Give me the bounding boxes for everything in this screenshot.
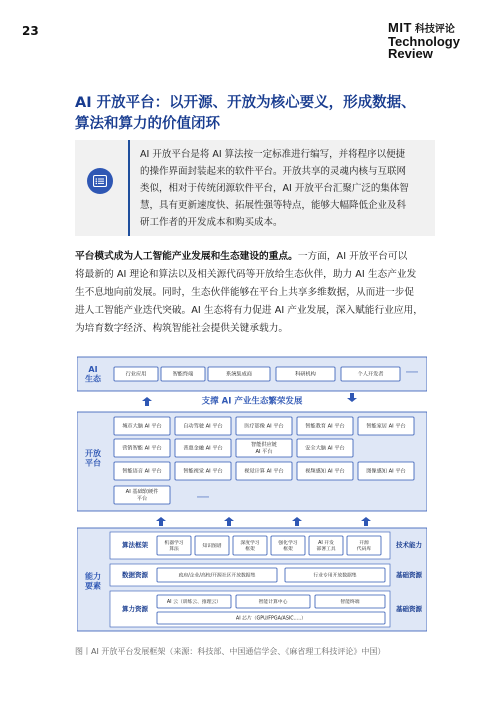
- open-platform-item-label: 平台: [136, 495, 148, 502]
- open-platform-more: ……: [197, 492, 209, 500]
- eco-item-label: 智能终端: [172, 371, 194, 378]
- callout-line: 类似，相对于传统闭源软件平台，AI 开放平台汇聚广泛的集体智: [140, 183, 409, 194]
- algo-item-label: 部署工具: [316, 547, 336, 553]
- algo-item-label: 代码库: [356, 547, 372, 553]
- open-platform-item-label: 智能视觉 AI 平台: [183, 468, 223, 475]
- eco-item-label: 个人开发者: [357, 371, 384, 378]
- capability-up-arrow: [292, 517, 302, 526]
- open-platform-item-label: 视觉计算 AI 平台: [244, 468, 284, 475]
- compute-label: 算力资源: [122, 605, 148, 613]
- support-right-arrow: [347, 393, 357, 402]
- body-line: 生不息地向前发展。同时，生态伙伴能够在平台上共享多维数据，从而进一步促: [75, 287, 415, 298]
- figure-caption: 图丨AI 开放平台发展框架（来源：科技部、中国通信学会、《麻省理工科技评论》中国）: [75, 647, 386, 656]
- open-platform-item-label: 智能教育 AI 平台: [305, 423, 345, 430]
- framework-diagram-svg: [77, 355, 427, 637]
- section-title: [75, 93, 435, 135]
- algo-item-label: 深度学习: [240, 540, 260, 546]
- logo-line2: Review: [388, 46, 433, 61]
- algo-right-label: 技术能力: [396, 541, 422, 549]
- logo-mit-cn: 科技评论: [414, 24, 455, 35]
- ai-open-platform-framework-diagram: [77, 355, 427, 637]
- callout-line: AI 开放平台是将 AI 算法按一定标准进行编写，并将程序以便捷: [140, 149, 406, 160]
- open-platform-item-label: 普惠金融 AI 平台: [183, 445, 223, 452]
- callout-line: 慧，具有更新速度快、拓展性强等特点，能够大幅降低企业及科: [140, 200, 407, 211]
- open-platform-label: 开放: [85, 448, 101, 458]
- algo-item-label: 机器学习: [164, 540, 184, 546]
- title-line-2: 算法和算力的价值闭环: [75, 116, 220, 132]
- algo-item-label: 知识图谱: [202, 544, 222, 549]
- algo-label: 算法框架: [122, 541, 148, 549]
- compute-right-label: 基础资源: [396, 605, 422, 613]
- ai-chip-bar-label: AI 芯片（GPU/FPGA/ASIC.....）: [235, 616, 307, 622]
- algo-item-label: 强化学习: [278, 540, 298, 546]
- open-platform-item-label: 自动驾驶 AI 平台: [183, 423, 223, 430]
- data-right-label: 基础资源: [396, 571, 422, 579]
- eco-item-label: 系统集成商: [226, 371, 252, 378]
- body-line: 进人工智能产业迭代突破。AI 生态将有力促进 AI 产业发展，深入赋能行业应用，: [75, 305, 423, 316]
- body-line: 一方面，AI 开放平台可以: [297, 251, 408, 262]
- callout-line: 的操作界面封装起来的软件平台。开放共享的灵魂内核与互联网: [140, 166, 407, 177]
- open-platform-label: 平台: [85, 458, 101, 468]
- logo-line1: Technology: [388, 34, 460, 49]
- eco-item-label: 科研机构: [295, 371, 316, 378]
- body-paragraph: [75, 248, 437, 338]
- support-left-arrow: [142, 397, 152, 406]
- open-platform-item-label: 城市大脑 AI 平台: [122, 423, 162, 430]
- callout-line: 研工作者的开发成本和购买成本。: [140, 217, 283, 228]
- data-item-label: 行业专用开放数据集: [313, 573, 357, 579]
- eco-layer-label: 生态: [85, 374, 101, 384]
- capability-up-arrow: [224, 517, 234, 526]
- data-item-label: 政府/企业/高校/开源社区开放数据集: [178, 573, 256, 579]
- open-platform-item-label: 图像感知 AI 平台: [366, 468, 406, 475]
- capability-up-arrow: [361, 517, 371, 526]
- callout-divider: [128, 140, 130, 236]
- capability-label: 要素: [85, 581, 101, 591]
- algo-item-label: 框架: [283, 547, 293, 553]
- compute-item-label: 智能计算中心: [258, 600, 288, 605]
- open-platform-item-label: 智能供应链: [251, 442, 277, 449]
- title-line-1: AI 开放平台：以开源、开放为核心要义，形成数据、: [75, 95, 416, 111]
- open-platform-item-label: 智能语音 AI 平台: [122, 468, 162, 475]
- algo-item-label: 算法: [169, 547, 179, 553]
- logo-mit: MIT: [388, 20, 412, 35]
- body-line: 为培育数字经济、构筑智能社会提供关键承载力。: [75, 323, 289, 334]
- body-line: 将最新的 AI 理论和算法以及相关源代码等开放给生态伙伴，助力 AI 生态产业发: [75, 269, 417, 280]
- capability-label: 能力: [85, 571, 101, 581]
- callout-text: [140, 146, 430, 231]
- algo-item-label: AI 开发: [318, 540, 334, 546]
- mit-technology-review-logo: [388, 22, 468, 60]
- algo-item-label: 开源: [359, 540, 369, 546]
- open-platform-item-label: AI 基础软硬件: [125, 489, 159, 496]
- open-platform-item-label: 安全大脑 AI 平台: [305, 445, 345, 452]
- open-platform-item-label: 视频感知 AI 平台: [305, 468, 345, 475]
- eco-item-label: 行业应用: [125, 371, 147, 378]
- data-label: 数据资源: [122, 571, 148, 579]
- open-platform-item-label: AI 平台: [255, 448, 273, 455]
- algo-item-label: 框架: [245, 547, 255, 553]
- open-platform-item-label: 医疗影像 AI 平台: [244, 423, 284, 430]
- eco-more-ellipsis: ……: [406, 367, 418, 375]
- capability-up-arrow: [156, 517, 166, 526]
- document-list-icon: [87, 168, 113, 194]
- page-number: 23: [22, 24, 39, 38]
- body-bold-lead: 平台模式成为人工智能产业发展和生态建设的重点。: [75, 251, 298, 262]
- support-banner: 支撑 AI 产业生态繁荣发展: [201, 396, 303, 407]
- eco-layer-label: AI: [88, 364, 98, 374]
- open-platform-item-label: 营销智能 AI 平台: [122, 445, 162, 452]
- compute-item-label: AI 云（训练云、推理云）: [166, 600, 222, 605]
- compute-item-label: 智能终端: [340, 600, 360, 605]
- open-platform-item-label: 智能家居 AI 平台: [366, 423, 406, 430]
